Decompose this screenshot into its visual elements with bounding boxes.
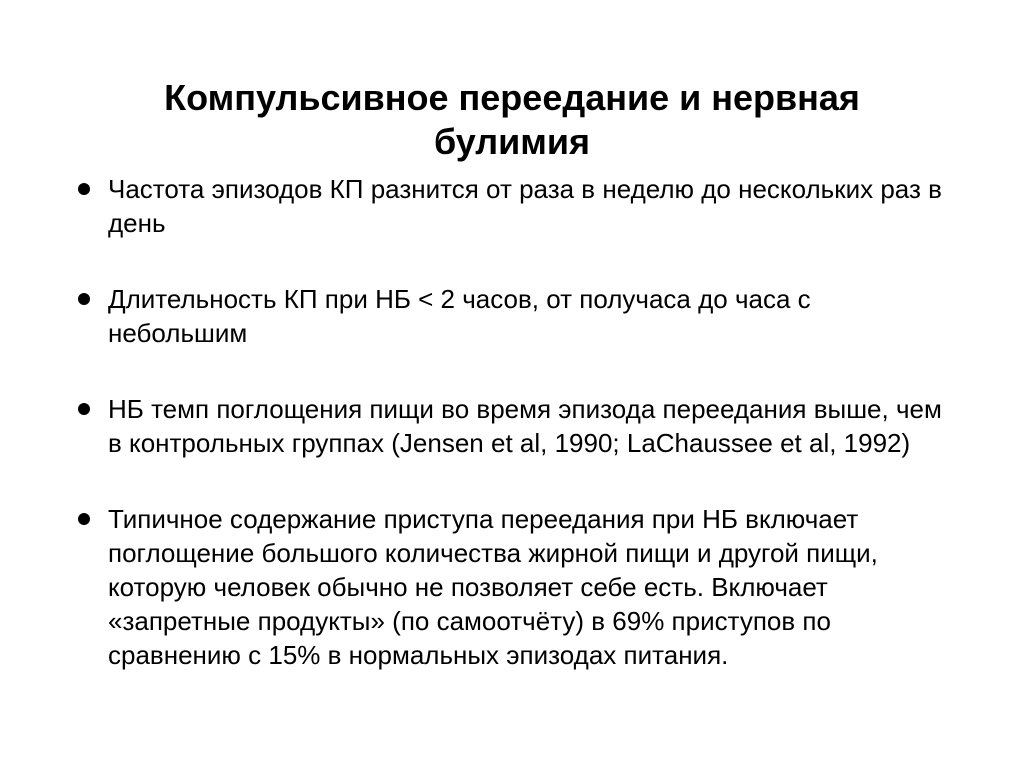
bullet-dot-icon <box>78 293 90 305</box>
bullet-dot-icon <box>78 183 90 195</box>
slide-title: Компульсивное переедание и нервная булимия <box>164 77 860 163</box>
bullet-text: Типичное содержание приступа переедания при НБ включает поглощение большого количества жирной пищи и другой пищи, которую человек обычно не позволяет себе есть. Включает «запретные продукты» (по самоотчёту) в 69% приступов по сравнению с 15% в нормальных эпизодах питания. <box>108 504 878 670</box>
bullet-text: Длительность КП при НБ < 2 часов, от получаса до часа с небольшим <box>108 284 811 348</box>
bullet-list <box>74 172 954 672</box>
bullet-text: Частота эпизодов КП разнится от раза в неделю до нескольких раз в день <box>108 174 942 238</box>
bullet-dot-icon <box>78 513 90 525</box>
bullet-text: НБ темп поглощения пищи во время эпизода переедания выше, чем в контрольных группах (Jensen et al, 1990; LaChaussee et al, 1992) <box>108 394 942 458</box>
bullet-dot-icon <box>78 403 90 415</box>
bullet-item <box>74 502 954 672</box>
bullet-item <box>74 282 954 350</box>
bullet-item <box>74 392 954 460</box>
bullet-item <box>74 172 954 240</box>
